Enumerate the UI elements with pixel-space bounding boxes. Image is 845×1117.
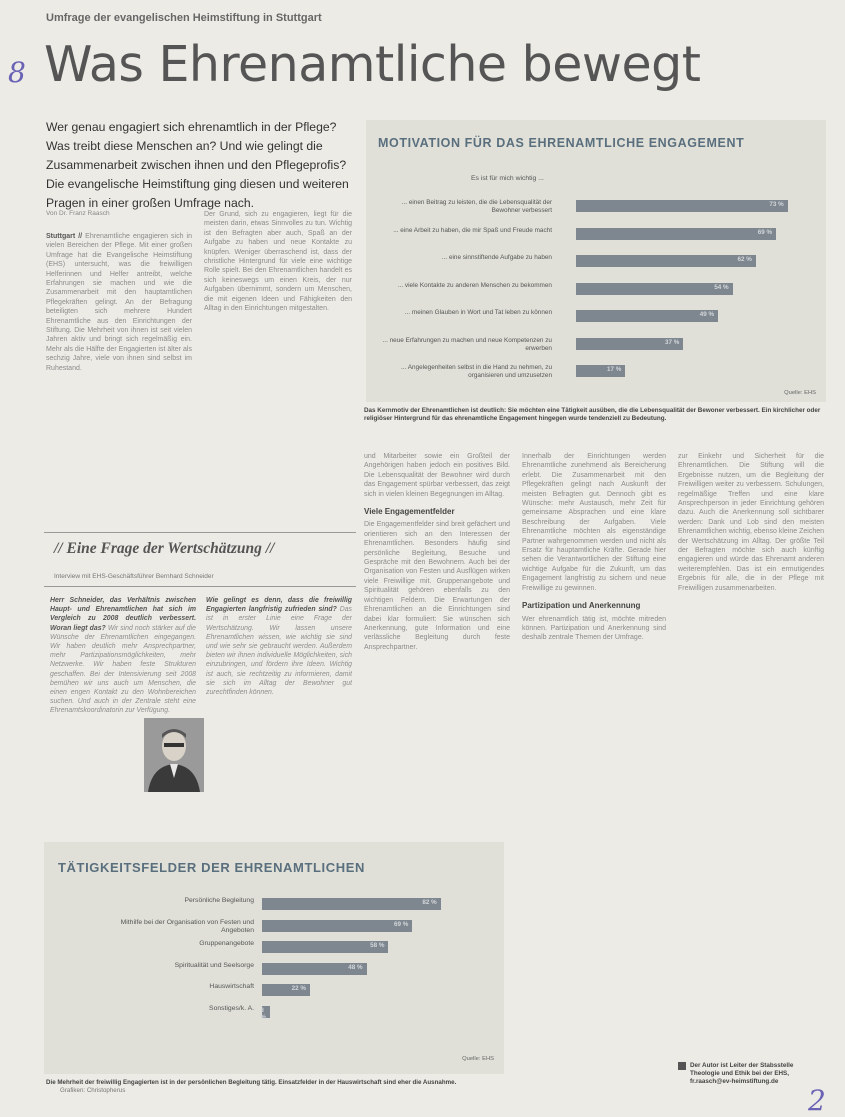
dateline: Stuttgart // xyxy=(46,233,83,240)
bar xyxy=(262,898,441,910)
bar-label: Persönliche Begleitung xyxy=(184,897,254,904)
bar-value-label: 73 % xyxy=(769,201,784,208)
divider xyxy=(44,586,356,587)
chart-title: MOTIVATION FÜR DAS EHRENAMTLICHE ENGAGEMENT xyxy=(378,136,745,150)
body-column-3 xyxy=(364,452,510,830)
body-text: Der Grund, sich zu engagieren, liegt für die meisten darin, etwas Sinnvolles zu tun. Wichtig ist den Befragten aber auch, Spaß an der Aufgabe zu haben und neue Kontakte zu knüpfen. Weniger überraschend ist, dass der christliche Hintergrund für viele eine wichtige Rolle spielt. Bei den Ehrenamtlichen handelt es sich keineswegs um einen Kreis, der nur Aufgaben übernimmt, sondern um Menschen, die mit eigenen Ideen und Fähigkeiten den Alltag in den Einrichtungen mitgestalten. xyxy=(204,211,352,313)
body-column-2 xyxy=(204,210,352,506)
bar xyxy=(576,365,625,377)
bar xyxy=(576,200,788,212)
bar-label: Gruppenangebote xyxy=(199,940,254,947)
author-marker xyxy=(678,1062,686,1070)
interview-column-2 xyxy=(206,596,352,832)
subheading: Partizipation und Anerkennung xyxy=(522,601,641,611)
motivation-chart xyxy=(366,120,826,402)
bar-label: ... einen Beitrag zu leisten, die die Lebensqualität der Bewohner verbessert xyxy=(401,199,552,214)
bar-value-label: 49 % xyxy=(699,311,715,318)
bar xyxy=(576,228,776,240)
interview-question: Wie gelingt es denn, dass die freiwillig Engagierten langfristig zufrieden sind? xyxy=(206,597,352,614)
bar-value-label: 3 % xyxy=(260,1006,267,1021)
bar-value-label: 69 % xyxy=(394,920,409,928)
interview-answer: Wir sind noch stärker auf die Wünsche der Ehrenamtlichen eingegangen. Wir haben deutlich mehr Ansprechpartner, mehr Partizipationsmöglichkeiten, mehr Netzwerke. Wir haben feste Strukturen geschaffen. Bei der Intensivierung seit 2008 bemühen wir uns auch um Menschen, die einen engen Kontakt zu den Wohnbereichen suchen. Und auch in der Zentrale steht eine Ehrenamtskoordinatorin zur Verfügung. xyxy=(50,624,196,715)
interview-subtitle: Interview mit EHS-Geschäftsführer Bernhard Schneider xyxy=(54,573,214,580)
handwritten-mark: 8 xyxy=(8,56,26,89)
body-column-4 xyxy=(522,452,666,1080)
portrait-photo xyxy=(144,718,204,792)
bar-label: Sonstiges/k. A. xyxy=(209,1004,254,1012)
bar xyxy=(262,920,412,932)
chart-caption: Das Kernmotiv der Ehrenamtlichen ist deutlich: Sie möchten eine Tätigkeit ausüben, die die Lebensqualität der Bewoner verbessert. Ein kirchlicher oder religiöser Hintergrund für das ehrenamtliche Engagement hingegen wurde tendenziell zu Bedeutung. xyxy=(364,407,821,423)
kicker: Umfrage der evangelischen Heimstiftung in Stuttgart xyxy=(46,12,322,24)
graphics-credit: Grafiken: Christopherus xyxy=(60,1087,126,1095)
bar-label: ... viele Kontakte zu anderen Menschen zu bekommen xyxy=(397,281,552,289)
headline: Was Ehrenamtliche bewegt xyxy=(44,36,701,93)
chart-source: Quelle: EHS xyxy=(462,1056,494,1062)
bar-value-label: 17 % xyxy=(606,366,622,373)
author-note: Der Autor ist Leiter der Stabsstelle Theologie und Ethik bei der EHS, fr.raasch@ev-heimstiftung.de xyxy=(690,1062,794,1086)
activities-chart xyxy=(44,842,504,1074)
body-text: und Mitarbeiter sowie ein Großteil der Angehörigen haben jedoch ein positives Bild. Die Lebensqualität der Bewohner wird durch das Engagement spürbar verbessert, das zeigt sich in vielen kleinen Begegnungen im Alltag. xyxy=(364,453,510,498)
bar xyxy=(262,963,367,975)
lead-paragraph: Wer genau engagiert sich ehrenamtlich in der Pflege? Was treibt diese Menschen an? Und wie gelingt die Zusammenarbeit zwischen ihnen und den Pflegeprofis? Die evangelische Heimstiftung ging diesen und weiteren Pragen in einer großen Umfrage nach. xyxy=(46,120,349,210)
bar xyxy=(262,941,388,953)
bar-label: Mithilfe bei der Organisation von Festen und Angeboten xyxy=(120,918,254,934)
chart-source: Quelle: EHS xyxy=(784,390,816,396)
bar-label: ... eine Arbeit zu haben, die mir Spaß und Freude macht xyxy=(393,226,552,234)
interview-question: Herr Schneider, das Verhältnis zwischen Haupt- und Ehrenamtlichen hat sich im Vergleich zu 2008 deutlich verbessert. Woran liegt das? xyxy=(50,597,196,632)
bar-value-label: 48 % xyxy=(348,963,363,971)
bar-value-label: 58 % xyxy=(370,942,385,949)
bar xyxy=(260,1006,270,1021)
bar-label: ... eine sinnstiftende Aufgabe zu haben xyxy=(441,254,552,261)
chart-caption xyxy=(46,1079,486,1095)
interview-title: // Eine Frage der Wertschätzung // xyxy=(54,540,275,557)
page-number: 2 xyxy=(808,1084,826,1117)
body-text: zur Einkehr und Sicherheit für die Ehrenamtlichen. Die Stiftung will die Ergebnisse nutzen, um die Begleitung der Freiwilligen weiter zu verbessern. Schulungen, regelmäßige Treffen und eine klare Ansprechperson in jeder Einrichtung gehören dazu. Auch die Anerkennung soll sichtbarer werden: Dank und Lob sind den meisten Ehrenamtlichen wichtig, ebenso kleine Zeichen der Wertschätzung im Alltag. Der größte Teil der Befragten möchte sich auch künftig engagieren und würde das Ehrenamt anderen weiterempfehlen. Das ist ein ermutigendes Ergebnis für alle, die in der Pflege mit Freiwilligen zusammenarbeiten. xyxy=(678,453,824,592)
bar-value-label: 54 % xyxy=(714,283,729,291)
divider xyxy=(44,532,356,533)
bar-value-label: 82 % xyxy=(422,899,437,906)
chart-intro: Es ist für mich wichtig ... xyxy=(471,175,544,182)
body-text: Innerhalb der Einrichtungen werden Ehrenamtliche zunehmend als Bereicherung erlebt. Die Zusammenarbeit mit den Pflegekräften gelingt nach Auskunft der meisten Befragten gut. Dennoch gibt es Wünsche: mehr Austausch, mehr Zeit für gemeinsame Absprachen und eine klare Beschreibung der Aufgaben. Viele Ehrenamtliche möchten als eigenständige Partner wahrgenommen werden und nicht als Ersatz für hauptamtliche Kräfte. Gerade hier sehen die Verantwortlichen der Stiftung eine wichtige Aufgabe für die Zukunft, um das Engagement langfristig zu sichern und neue Freiwillige zu gewinnen. xyxy=(522,453,666,592)
body-text: Die Engagementfelder sind breit gefächert und orientieren sich an den Interessen der Ehrenamtlichen. Besonders häufig sind persönliche Begleitung, Besuche und Gespräche mit den Bewohnern. Auch bei der Organisation von Festen und Ausflügen wirken viele Freiwillige mit. Gruppenangebote und Spiritualität gehören ebenfalls zu den wichtigen Feldern. Die Erwartungen der Ehrenamtlichen an die Einrichtungen sind dabei klar formuliert: Sie wünschen sich Anerkennung, gute Information und eine verlässliche Begleitung durch feste Ansprechpartner. xyxy=(364,521,510,651)
body-text: Wer ehrenamtlich tätig ist, möchte mitreden können. Partizipation und Anerkennung sind deshalb zentrale Themen der Umfrage. xyxy=(522,615,666,642)
bar xyxy=(576,338,683,350)
body-column-5 xyxy=(678,452,824,1054)
body-column-1 xyxy=(46,232,192,508)
bar-label: Hauswirtschaft xyxy=(209,983,254,990)
bar xyxy=(262,984,310,996)
bar xyxy=(576,310,718,322)
interview-answer: Das ist in erster Linie eine Frage der Wertschätzung. Wir lassen unsere Ehrenamtlichen wissen, wie wichtig sie sind und wie sehr sie gebraucht werden. Außerdem bieten wir ihnen individuelle Möglichkeiten, sich einzubringen, und fördern ihre Ideen. Wichtig ist auch, sie rechtzeitig zu informieren, damit sie sich im Alltag der Bewohner gut zurechtfinden können. xyxy=(206,606,352,697)
bar-label: ... neue Erfahrungen zu machen und neue Kompetenzen zu erwerben xyxy=(382,336,552,352)
bar xyxy=(576,255,756,267)
subheading: Viele Engagementfelder xyxy=(364,507,455,517)
bar-value-label: 69 % xyxy=(757,228,773,236)
bar-value-label: 37 % xyxy=(664,338,680,346)
chart-caption-text: Die Mehrheit der freiwillig Engagierten ist in der persönlichen Begleitung tätig. Einsatzfelder in der Hauswirtschaft sind eher die Ausnahme. xyxy=(46,1079,457,1086)
bar-value-label: 22 % xyxy=(291,985,306,992)
bar-label: ... Angelegenheiten selbst in die Hand zu nehmen, zu organisieren und umzusetzen xyxy=(401,364,552,379)
byline: Von Dr. Franz Raasch xyxy=(46,210,110,217)
portrait-illustration xyxy=(144,718,204,792)
bar-label: ... meinen Glauben in Wort und Tat leben zu können xyxy=(404,309,552,316)
bar xyxy=(576,283,733,295)
body-text: Ehrenamtliche engagieren sich in vielen Bereichen der Pflege. Mit einer großen Umfrage hat die Evangelische Heimstiftung (EHS) untersucht, was die freiwilligen Helferinnen und Helfer antreibt, welche Erfahrungen sie machen und wie die Zusammenarbeit mit den hauptamtlichen Pflegekräften gelingt. An der Befragung beteiligten sich mehrere Hundert Ehrenamtliche aus den Einrichtungen der Stiftung. Die Mehrheit von ihnen ist seit vielen Jahren aktiv und bringt sich regelmäßig ein. Mehr als die Hälfte der Engagierten ist älter als sechzig Jahre, viele von ihnen sind selbst im Ruhestand. xyxy=(46,233,192,372)
chart-title: TÄTIGKEITSFELDER DER EHRENAMTLICHEN xyxy=(58,860,365,875)
bar-label: Spiritualität und Seelsorge xyxy=(174,961,254,969)
interview-column-1 xyxy=(50,596,196,832)
bar-value-label: 62 % xyxy=(737,256,752,263)
